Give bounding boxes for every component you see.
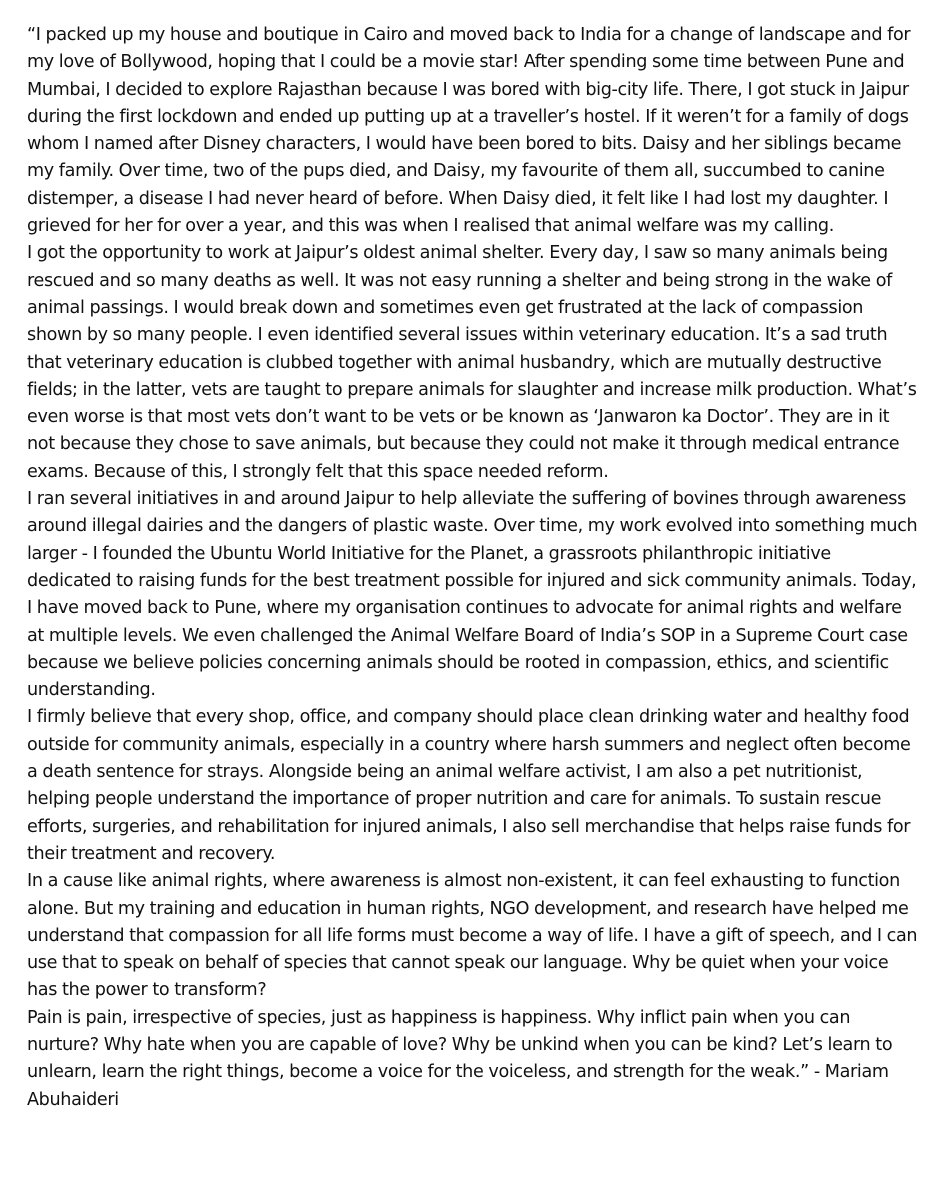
paragraph-animal-shelter: I got the opportunity to work at Jaipur’s oldest animal shelter. Every day, I saw so many animals being rescued and so many deaths as well. It was not easy running a shelter and being strong in the wake of animal passings. I would break down and sometimes even get frustrated at the lack of compassion shown by so many people. I even identified several issues within veterinary education. It’s a sad truth that veterinary education is clubbed together with animal husbandry, which are mutually destructive fields; in the latter, vets are taught to prepare animals for slaughter and increase milk production. What’s even worse is that most vets don’t want to be vets or be known as ‘Janwaron ka Doctor’. They are in it not because they chose to save animals, but because they could not make it through medical entrance exams. Because of this, I strongly felt that this space needed reform. bbox=[27, 243, 917, 482]
paragraph-ubuntu-initiative: I ran several initiatives in and around Jaipur to help alleviate the suffering of bovines through awareness around illegal dairies and the dangers of plastic waste. Over time, my work evolved into something much larger - I founded the Ubuntu World Initiative for the Planet, a grassroots philanthropic initiative dedicated to raising funds for the best treatment possible for injured and sick community animals. Today, I have moved back to Pune, where my organisation continues to advocate for animal rights and welfare at multiple levels. We even challenged the Animal Welfare Board of India’s SOP in a Supreme Court case because we believe policies concerning animals should be rooted in compassion, ethics, and scientific understanding. bbox=[27, 489, 918, 701]
paragraph-closing-attribution: Pain is pain, irrespective of species, just as happiness is happiness. Why inflict pain when you can nurture? Why hate when you are capable of love? Why be unkind when you can be kind? Let’s learn to unlearn, learn the right things, become a voice for the voiceless, and strength for the weak.” - Mariam Abuhaideri bbox=[27, 1007, 893, 1110]
paragraph-community-animals: I firmly believe that every shop, office, and company should place clean drinking water and healthy food outside for community animals, especially in a country where harsh summers and neglect often become a death sentence for strays. Alongside being an animal welfare activist, I am also a pet nutritionist, helping people understand the importance of proper nutrition and care for animals. To sustain rescue efforts, surgeries, and rehabilitation for injured animals, I also sell merchandise that helps raise funds for their treatment and recovery. bbox=[27, 707, 911, 864]
paragraph-move-to-india: “I packed up my house and boutique in Cairo and moved back to India for a change of landscape and for my love of Bollywood, hoping that I could be a movie star! After spending some time between Pune and Mumbai, I decided to explore Rajasthan because I was bored with big-city life. There, I got stuck in Jaipur during the first lockdown and ended up putting up at a traveller’s hostel. If it weren’t for a family of dogs whom I named after Disney characters, I would have been bored to bits. Daisy and her siblings became my family. Over time, two of the pups died, and Daisy, my favourite of them all, succumbed to canine distemper, a disease I had never heard of before. When Daisy died, it felt like I had lost my daughter. I grieved for her for over a year, and this was when I realised that animal welfare was my calling. bbox=[27, 25, 911, 237]
paragraph-animal-rights-cause: In a cause like animal rights, where awareness is almost non-existent, it can feel exhausting to function alone. But my training and education in human rights, NGO development, and research have helped me understand that compassion for all life forms must become a way of life. I have a gift of speech, and I can use that to speak on behalf of species that cannot speak our language. Why be quiet when your voice has the power to transform? bbox=[27, 871, 918, 1001]
